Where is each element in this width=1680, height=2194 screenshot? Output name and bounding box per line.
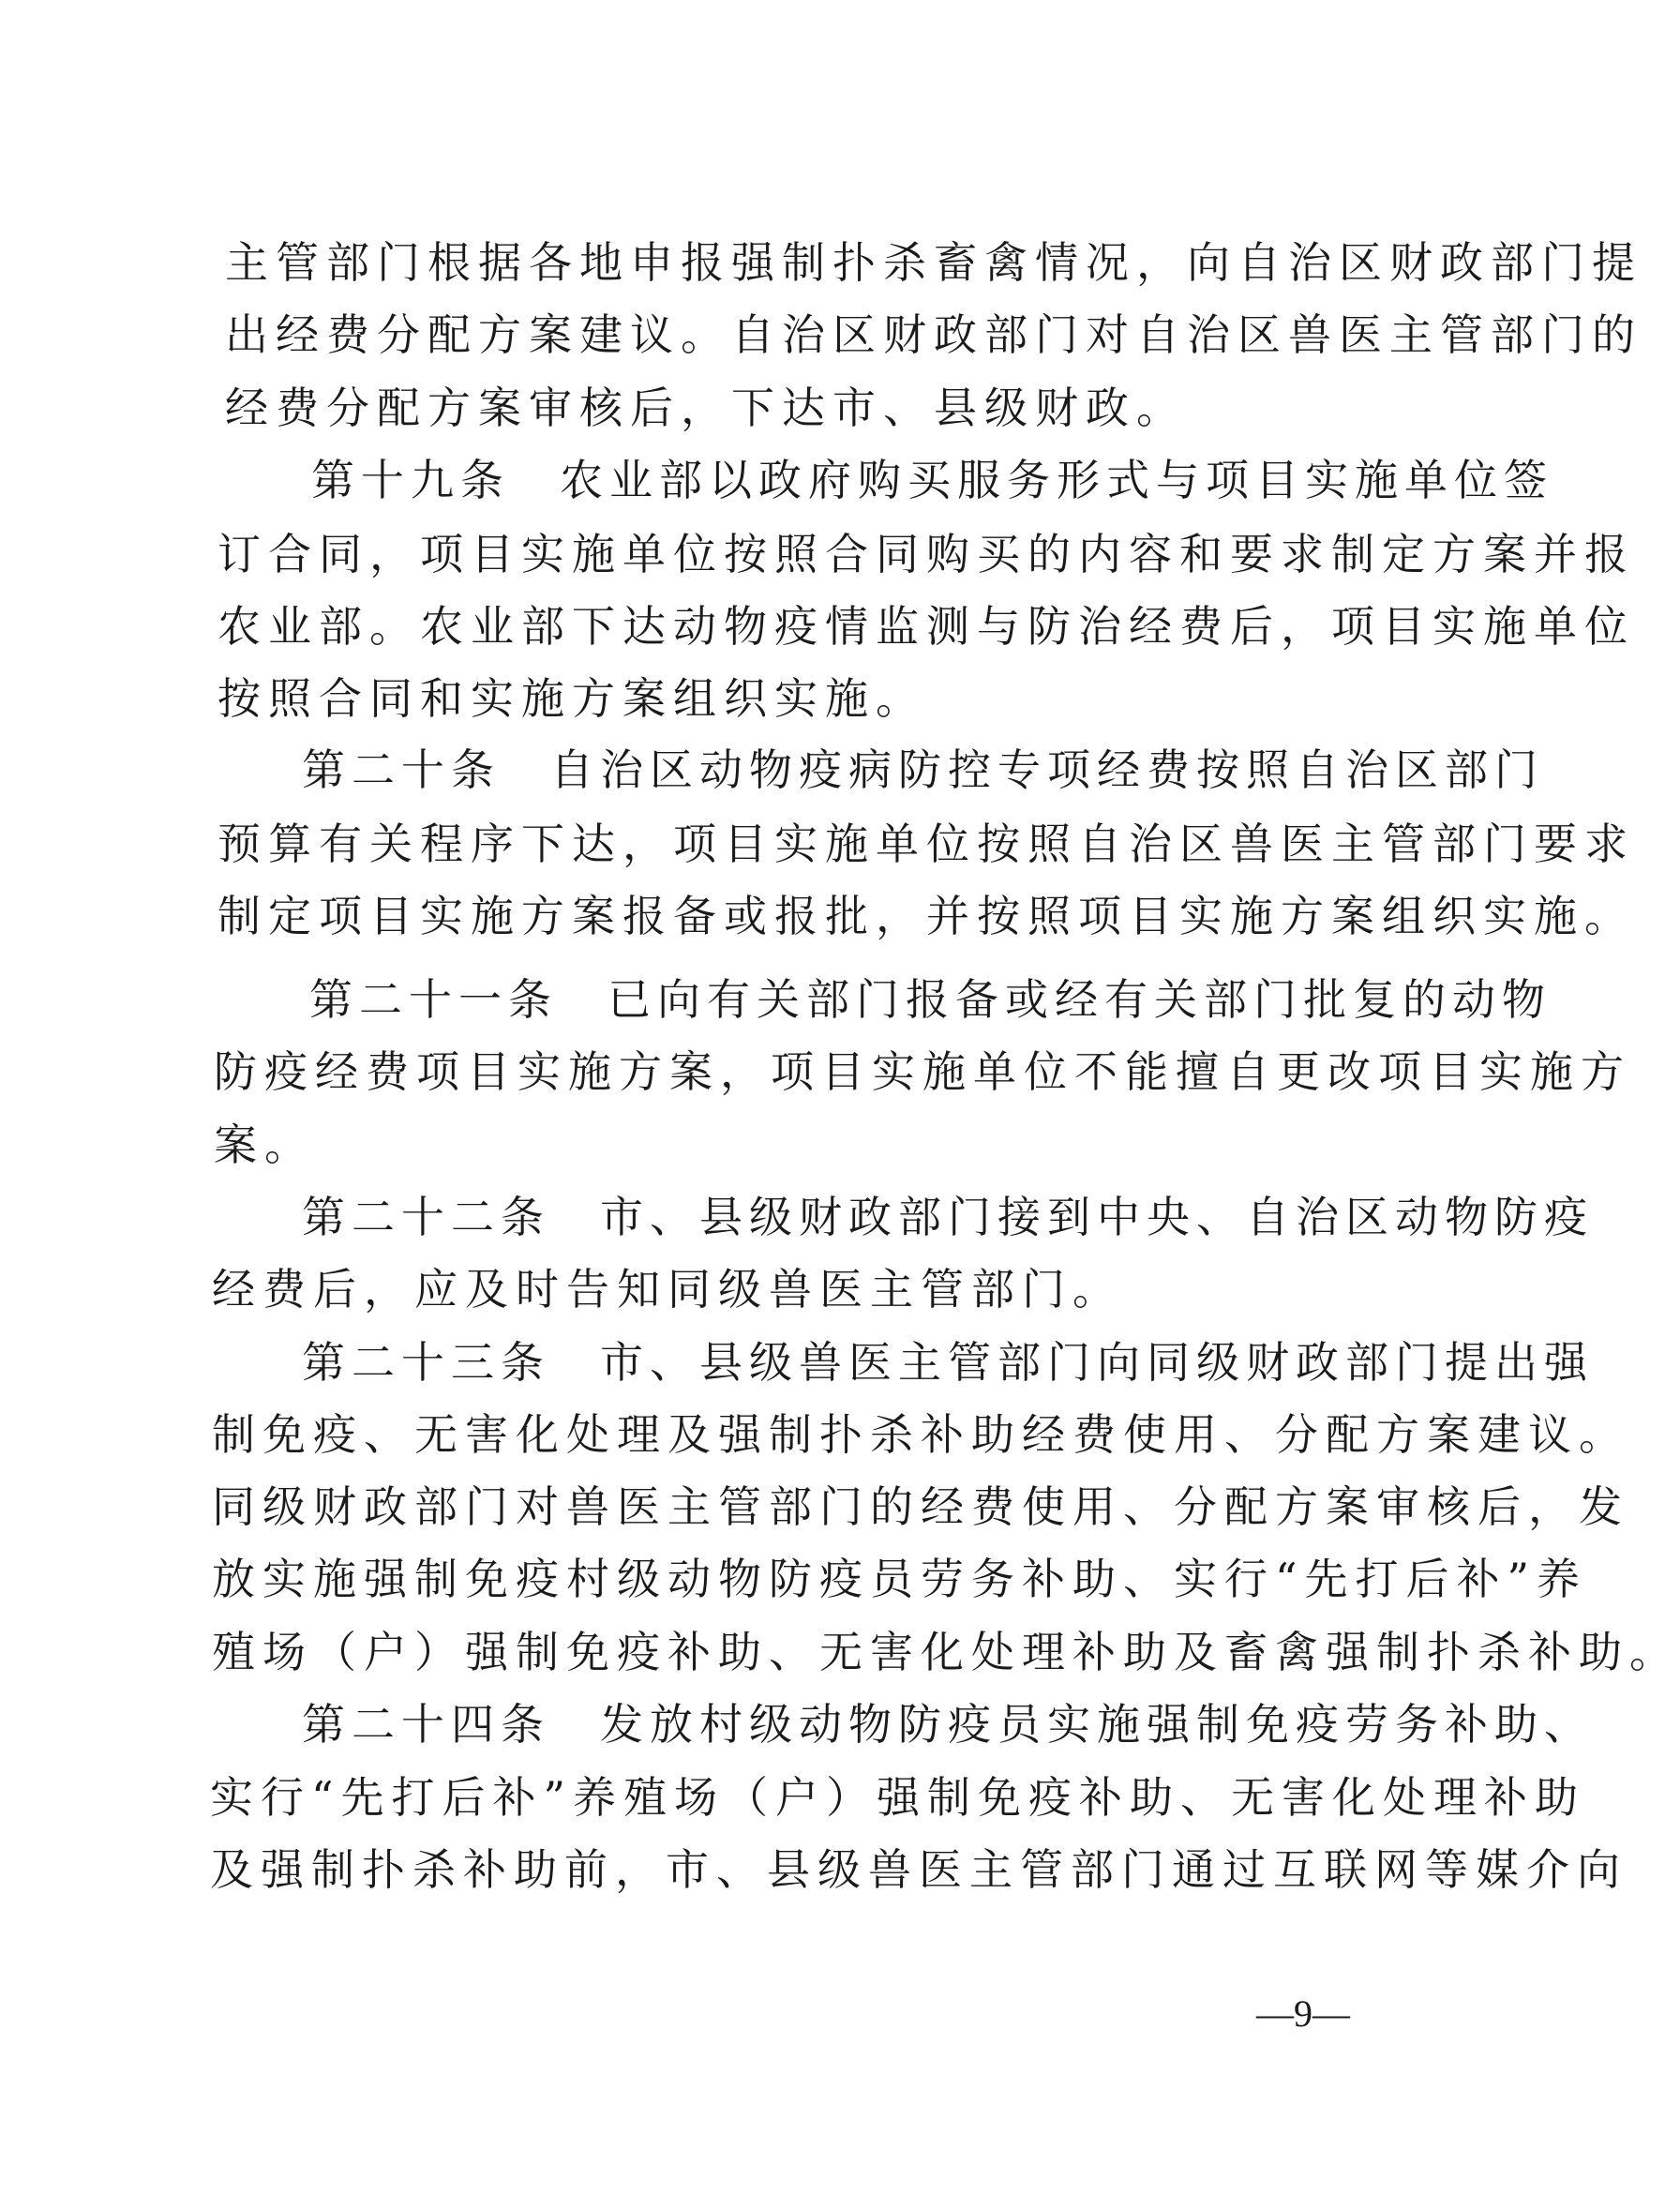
paragraph-line: 预算有关程序下达，项目实施单位按照自治区兽医主管部门要求 bbox=[218, 819, 1635, 869]
article-21-heading-line: 第二十一条 已向有关部门报备或经有关部门批复的动物 bbox=[309, 974, 1552, 1025]
paragraph-line: 经费后，应及时告知同级兽医主管部门。 bbox=[212, 1264, 1123, 1315]
article-19-heading-line: 第十九条 农业部以政府购买服务形式与项目实施单位签 bbox=[311, 455, 1553, 505]
paragraph-line: 按照合同和实施方案组织实施。 bbox=[218, 673, 926, 724]
paragraph-line: 殖场（户）强制免疫补助、无害化处理补助及畜禽强制扑杀补助。 bbox=[212, 1627, 1680, 1677]
article-22-heading-line: 第二十二条 市、县级财政部门接到中央、自治区动物防疫 bbox=[302, 1192, 1594, 1242]
paragraph-line: 制定项目实施方案报备或报批，并按照项目实施方案组织实施。 bbox=[218, 891, 1635, 941]
paragraph-line: 主管部门根据各地申报强制扑杀畜禽情况，向自治区财政部门提 bbox=[225, 237, 1642, 288]
paragraph-line: 及强制扑杀补助前，市、县级兽医主管部门通过互联网等媒介向 bbox=[210, 1844, 1628, 1895]
paragraph-line: 案。 bbox=[214, 1120, 315, 1170]
paragraph-line: 订合同，项目实施单位按照合同购买的内容和要求制定方案并报 bbox=[218, 529, 1635, 579]
article-24-heading-line: 第二十四条 发放村级动物防疫员实施强制免疫劳务补助、 bbox=[302, 1699, 1594, 1750]
article-20-heading-line: 第二十条 自治区动物疫病防控专项经费按照自治区部门 bbox=[302, 744, 1544, 795]
article-23-heading-line: 第二十三条 市、县级兽医主管部门向同级财政部门提出强 bbox=[302, 1337, 1594, 1388]
paragraph-line: 出经费分配方案建议。自治区财政部门对自治区兽医主管部门的 bbox=[225, 309, 1642, 360]
paragraph-line: 经费分配方案审核后，下达市、县级财政。 bbox=[225, 383, 1187, 433]
page-number: —9— bbox=[1256, 1992, 1350, 2035]
paragraph-line: 放实施强制免疫村级动物防疫员劳务补助、实行“先打后补”养 bbox=[212, 1554, 1588, 1604]
paragraph-line: 实行“先打后补”养殖场（户）强制免疫补助、无害化处理补助 bbox=[210, 1772, 1586, 1823]
paragraph-line: 防疫经费项目实施方案，项目实施单位不能擅自更改项目实施方 bbox=[214, 1046, 1631, 1097]
paragraph-line: 农业部。农业部下达动物疫情监测与防治经费后，项目实施单位 bbox=[218, 601, 1635, 652]
paragraph-line: 同级财政部门对兽医主管部门的经费使用、分配方案审核后，发 bbox=[212, 1481, 1629, 1532]
paragraph-line: 制免疫、无害化处理及强制扑杀补助经费使用、分配方案建议。 bbox=[212, 1409, 1629, 1460]
